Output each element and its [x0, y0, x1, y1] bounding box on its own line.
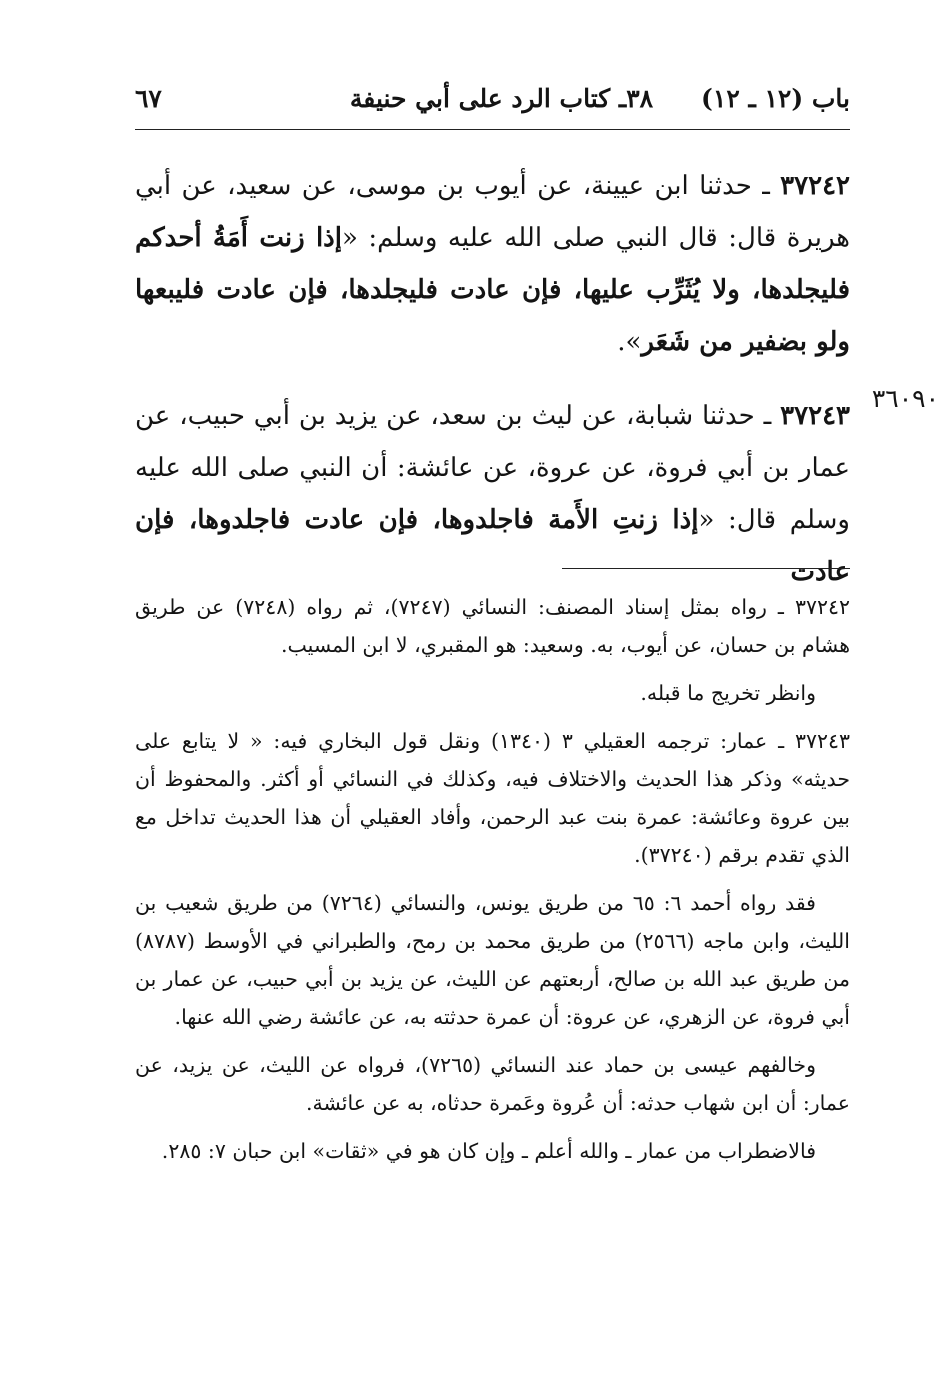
- footnotes: [135, 588, 850, 1180]
- hadith-paragraph: [135, 160, 850, 368]
- page-number: ٦٧: [135, 83, 162, 113]
- hadith-paragraph: [135, 390, 850, 598]
- hadith-end: ».: [617, 327, 642, 357]
- page-header: [135, 70, 850, 126]
- hadith-number: ٣٧٢٤٢: [780, 171, 850, 201]
- hadith-isnad: ـ حدثنا ابن عيينة، عن أيوب بن موسى، عن سعيد، عن أبي هريرة قال: قال النبي صلى الله عليه وسلم: «: [135, 171, 850, 253]
- margin-reference-number: ٣٦٠٩٠: [871, 384, 939, 413]
- book-title: ٣٨ـ كتاب الرد على أبي حنيفة: [349, 83, 654, 113]
- footnote-paragraph: ٣٧٢٤٢ ـ رواه بمثل إسناد المصنف: النسائي (٧٢٤٧)، ثم رواه (٧٢٤٨) عن طريق هشام بن حسان، عن أيوب، به. وسعيد: هو المقبري، لا ابن المسيب.: [135, 595, 850, 657]
- chapter-label: باب (١٢ ـ ١٢): [701, 83, 850, 113]
- footnote-paragraph: فالاضطراب من عمار ـ والله أعلم ـ وإن كان هو في «ثقات» ابن حبان ٧: ٢٨٥.: [161, 1139, 816, 1163]
- footnote-paragraph: وانظر تخريج ما قبله.: [640, 681, 816, 705]
- footnote-paragraph: فقد رواه أحمد ٦: ٦٥ من طريق يونس، والنسائي (٧٢٦٤) من طريق شعيب بن الليث، وابن ماجه (٢٥٦٦) من طريق محمد بن رمح، والطبراني في الأوسط (٨٧٨٧) من طريق عبد الله بن صالح، أربعتهم عن الليث، عن يزيد بن أبي حبيب، عن عمار بن أبي فروة، عن الزهري، عن عروة: أن عمرة حدثته به، عن عائشة رضي الله عنها.: [135, 891, 850, 1029]
- footnote-paragraph: ٣٧٢٤٣ ـ عمار: ترجمه العقيلي ٣ (١٣٤٠) ونقل قول البخاري فيه: « لا يتابع على حديثه» وذكر هذا الحديث والاختلاف فيه، وكذلك في النسائي أو أكثر. والمحفوظ أن بين عروة وعائشة: عمرة بنت عبد الرحمن، وأفاد العقيلي أن هذا الحديث تداخل مع الذي تقدم برقم (٣٧٢٤٠).: [135, 729, 850, 867]
- hadith-matn: إذا زنتِ الأَمة فاجلدوها، فإن عادت فاجلدوها، فإن عادت: [135, 505, 850, 587]
- hadith-number: ٣٧٢٤٣: [780, 401, 850, 431]
- footnote-divider: [562, 568, 850, 569]
- header-divider: [135, 129, 850, 130]
- hadith-isnad: ـ حدثنا شبابة، عن ليث بن سعد، عن يزيد بن أبي حبيب، عن عمار بن أبي فروة، عن عروة، عن عائشة: أن النبي صلى الله عليه وسلم قال: «: [135, 401, 850, 535]
- footnote-paragraph: وخالفهم عيسى بن حماد عند النسائي (٧٢٦٥)، فرواه عن الليث، عن يزيد، عن عمار: أن ابن شهاب حدثه: أن عُروة وعَمرة حدثاه، به عن عائشة.: [135, 1053, 850, 1115]
- main-text: [135, 160, 850, 598]
- hadith-matn: إذا زنت أَمَةُ أحدكم فليجلدها، ولا يُثَرِّب عليها، فإن عادت فليجلدها، فإن عادت فليبعها ولو بضفير من شَعَر: [135, 223, 850, 357]
- header-titles: [350, 84, 850, 113]
